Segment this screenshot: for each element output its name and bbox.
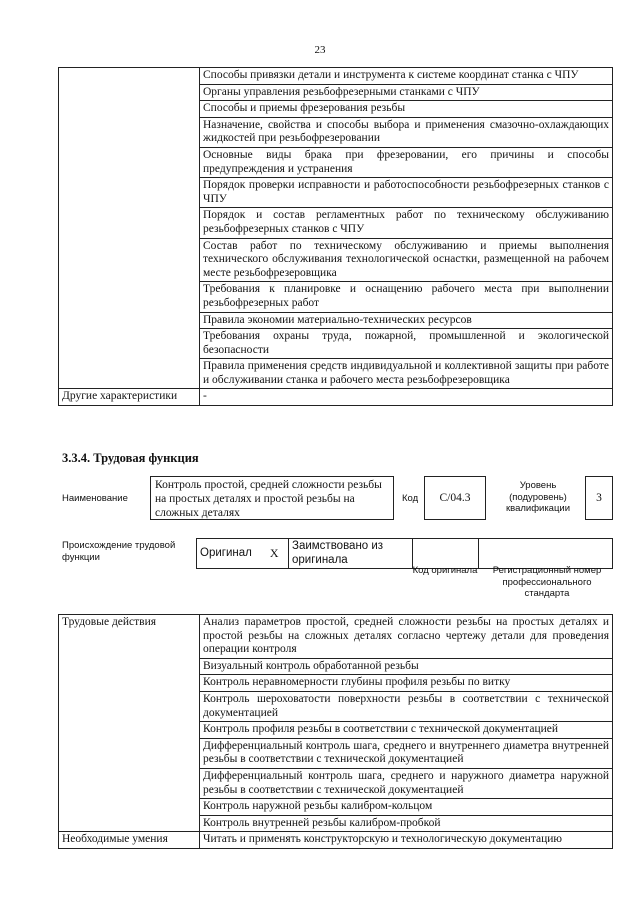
labor-actions-label: Трудовые действия <box>59 615 200 832</box>
knowledge-item: Требования к планировке и оснащению рабочего места при выполнении резьбофрезерных работ <box>200 282 613 312</box>
skills-label: Необходимые умения <box>59 832 200 849</box>
function-name-box <box>150 476 394 520</box>
knowledge-item: Состав работ по техническому обслуживанию и приемы выполнения технического обслуживания технологической оснастки, размещенной на рабочем месте резьбофрезеровщика <box>200 238 613 282</box>
reg-number-label: Регистрационный номер профессионального стандарта <box>492 565 602 599</box>
knowledge-table <box>58 67 613 406</box>
knowledge-item: Порядок проверки исправности и работоспособности резьбофрезерных станков с ЧПУ <box>200 178 613 208</box>
table-row <box>59 389 613 406</box>
original-mark: X <box>261 539 289 569</box>
table-row <box>59 615 613 659</box>
labor-action-item: Контроль профиля резьбы в соответствии с технической документацией <box>200 722 613 739</box>
knowledge-item: Органы управления резьбофрезерными станками с ЧПУ <box>200 84 613 101</box>
knowledge-item: Порядок и состав регламентных работ по техническому обслуживанию резьбофрезерных станков с ЧПУ <box>200 208 613 238</box>
labor-action-item: Анализ параметров простой, средней сложности резьбы на простых деталях и простой резьбы на сложных деталях согласно чертежу детали для проведения операции контроля <box>200 615 613 659</box>
knowledge-item: Правила экономии материально-технических ресурсов <box>200 312 613 329</box>
knowledge-item: Способы и приемы фрезерования резьбы <box>200 101 613 118</box>
knowledge-item: Основные виды брака при фрезеровании, его причины и способы предупреждения и устранения <box>200 147 613 177</box>
other-characteristics-label: Другие характеристики <box>59 389 200 406</box>
labor-action-item: Контроль внутренней резьбы калибром-пробкой <box>200 815 613 832</box>
original-label: Оригинал <box>197 539 261 569</box>
knowledge-item: Способы привязки детали и инструмента к системе координат станка с ЧПУ <box>200 68 613 85</box>
skill-item: Читать и применять конструкторскую и технологическую документацию <box>200 832 613 849</box>
page-number: 23 <box>314 44 326 56</box>
knowledge-item: Требования охраны труда, пожарной, промышленной и экологической безопасности <box>200 329 613 359</box>
knowledge-label-cell <box>59 68 200 389</box>
level-value: 3 <box>596 492 602 504</box>
other-characteristics-value: - <box>200 389 613 406</box>
table-row <box>59 68 613 85</box>
labor-action-item: Контроль шероховатости поверхности резьбы в соответствии с технической документацией <box>200 691 613 721</box>
level-box <box>585 476 613 520</box>
knowledge-item: Назначение, свойства и способы выбора и применения смазочно-охлаждающих жидкостей при резьбофрезеровании <box>200 117 613 147</box>
borrowed-label: Заимствовано из оригинала <box>289 539 413 569</box>
section-heading: 3.3.4. Трудовая функция <box>62 451 199 465</box>
labor-action-item: Визуальный контроль обработанной резьбы <box>200 658 613 675</box>
labor-actions-table <box>58 614 613 849</box>
level-label: Уровень (подуровень) квалификации <box>505 480 571 514</box>
labor-action-item: Дифференциальный контроль шага, среднего и внутреннего диаметра внутренней резьбы в соответствии с технической документацией <box>200 738 613 768</box>
labor-action-item: Контроль неравномерности глубины профиля резьбы по витку <box>200 675 613 692</box>
labor-action-item: Контроль наружной резьбы калибром-кольцом <box>200 799 613 816</box>
function-name-value: Контроль простой, средней сложности резьбы на простых деталях и простой резьбы на сложных деталях <box>155 479 382 519</box>
code-value: C/04.3 <box>439 492 471 504</box>
table-row <box>59 832 613 849</box>
code-label: Код <box>402 493 419 504</box>
knowledge-item: Правила применения средств индивидуальной и коллективной защиты при работе и обслуживании станка и рабочего места резьбофрезеровщика <box>200 359 613 389</box>
code-box <box>424 476 486 520</box>
name-label: Наименование <box>62 493 128 504</box>
origin-label: Происхождение трудовой функции <box>62 540 176 563</box>
origin-code-label: Код оригинала <box>412 565 478 576</box>
labor-action-item: Дифференциальный контроль шага, среднего и наружного диаметра наружной резьбы в соответствии с технической документацией <box>200 768 613 798</box>
